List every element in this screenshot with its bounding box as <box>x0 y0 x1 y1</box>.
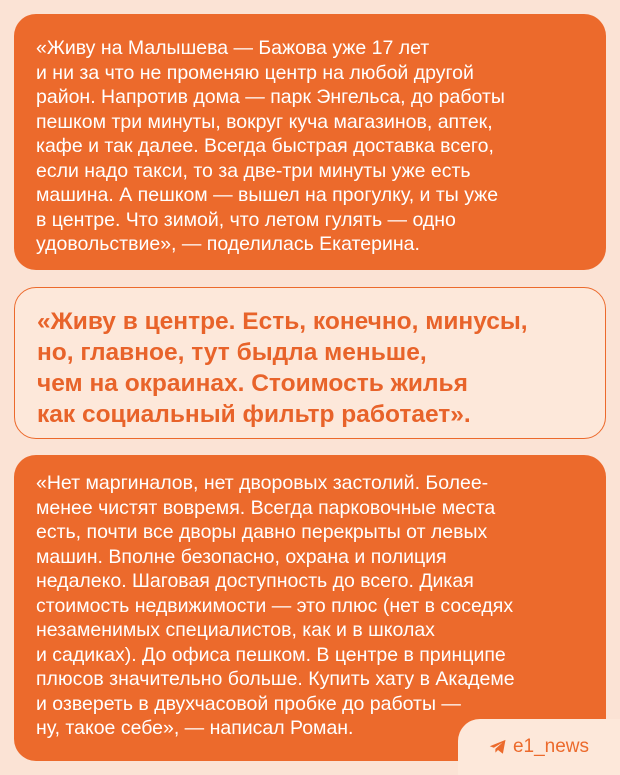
channel-name: e1_news <box>512 736 590 757</box>
highlighted-quote-text: «Живу в центре. Есть, конечно, минусы, но, главное, тут быдла меньше, чем на окраинах. Стоимость жилья как социальный фильтр работает». <box>37 308 528 428</box>
quote-card-roman <box>14 455 606 761</box>
channel-badge[interactable] <box>458 719 620 775</box>
highlighted-quote-card <box>14 287 606 439</box>
telegram-icon <box>489 739 507 755</box>
ekaterina-quote-text: «Живу на Малышева — Бажова уже 17 лет и ни за что не променяю центр на любой другой район. Напротив дома — парк Энгельса, до работы пешком три минуты, вокруг куча магазинов, аптек, кафе и так далее. Всегда быстрая доставка всего, если надо такси, то за две-три минуты уже есть машина. А пешком — вышел на прогулку, и ты уже в центре. Что зимой, что летом гулять — одно удовольствие», — поделилась Екатерина. <box>36 37 505 255</box>
quote-card-ekaterina <box>14 14 606 270</box>
roman-quote-text: «Нет маргиналов, нет дворовых застолий. Более- менее чистят вовремя. Всегда парковочные места есть, почти все дворы давно перекрыты от левых машин. Вполне безопасно, охрана и полиция недалеко. Шаговая доступность до всего. Дикая стоимость недвижимости — это плюс (нет в соседях незаменимых специалистов, как и в школах и садиках). До офиса пешком. В центре в принципе плюсов значительно больше. Купить хату в Академе и озвереть в двухчасовой пробке до работы — ну, такое себе», — написал Роман. <box>36 472 515 739</box>
